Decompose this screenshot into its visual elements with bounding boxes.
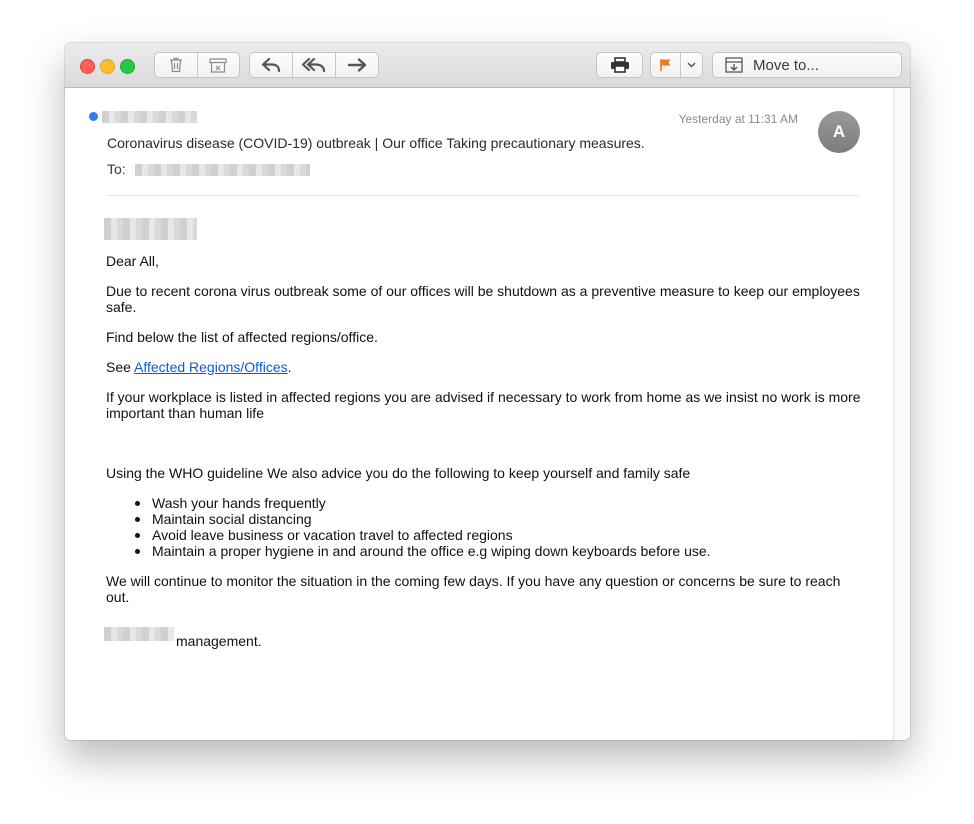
print-button[interactable] [596,52,643,78]
chevron-down-icon [687,62,696,68]
signoff: management. [176,633,262,649]
body-paragraph: If your workplace is listed in affected regions you are advised if necessary to work from home as we insist no work is more important than human life [106,389,861,421]
delete-archive-group [154,52,240,78]
reply-icon [261,58,281,72]
move-to-button[interactable] [712,52,902,78]
reply-all-icon [302,58,326,72]
forward-icon [347,58,367,72]
move-to-icon [725,57,743,73]
affected-regions-link[interactable]: Affected Regions/Offices [134,359,288,375]
list-item: Maintain a proper hygiene in and around the office e.g wiping down keyboards before use. [135,543,711,559]
trash-icon [169,57,183,73]
reply-button[interactable] [250,53,293,77]
print-icon [610,57,630,73]
message-view[interactable] [65,88,893,740]
list-item: Wash your hands frequently [135,495,711,511]
forward-button[interactable] [336,53,378,77]
sender-avatar: A [818,111,860,153]
recipient-label: To: [107,161,126,177]
toolbar [65,43,910,88]
reply-all-button[interactable] [293,53,337,77]
body-paragraph: Find below the list of affected regions/office. [106,329,378,345]
company-logo-redacted [104,218,197,240]
message-subject: Coronavirus disease (COVID-19) outbreak | Our office Taking precautionary measures. [107,135,645,151]
header-divider [107,195,859,196]
flag-group [650,52,703,78]
company-name-redacted [104,627,174,641]
flag-menu-button[interactable] [681,53,702,77]
archive-button[interactable] [198,53,240,77]
list-item: Maintain social distancing [135,511,711,527]
reply-group [249,52,379,78]
sender-name-redacted [102,111,197,123]
archive-icon [209,58,227,73]
list-item: Avoid leave business or vacation travel to affected regions [135,527,711,543]
close-window-button[interactable] [80,59,95,74]
greeting: Dear All, [106,253,159,269]
guideline-list [135,495,711,559]
see-line [106,359,866,375]
mail-window [65,43,910,740]
see-suffix: . [287,359,292,375]
zoom-window-button[interactable] [120,59,135,74]
delete-button[interactable] [155,53,198,77]
flag-icon [660,58,672,72]
body-paragraph: We will continue to monitor the situation in the coming few days. If you have any question or concerns be sure to reach out. [106,573,841,605]
move-to-label: Move to... [753,56,819,74]
body-paragraph: Using the WHO guideline We also advice you do the following to keep yourself and family safe [106,465,691,481]
scrollbar[interactable] [893,88,910,740]
message-timestamp: Yesterday at 11:31 AM [678,112,798,126]
minimize-window-button[interactable] [100,59,115,74]
unread-indicator [89,112,98,121]
flag-button[interactable] [651,53,681,77]
body-paragraph: Due to recent corona virus outbreak some of our offices will be shutdown as a preventive measure to keep our employees safe. [106,283,860,315]
see-prefix: See [106,359,135,375]
recipient-redacted [135,164,310,176]
